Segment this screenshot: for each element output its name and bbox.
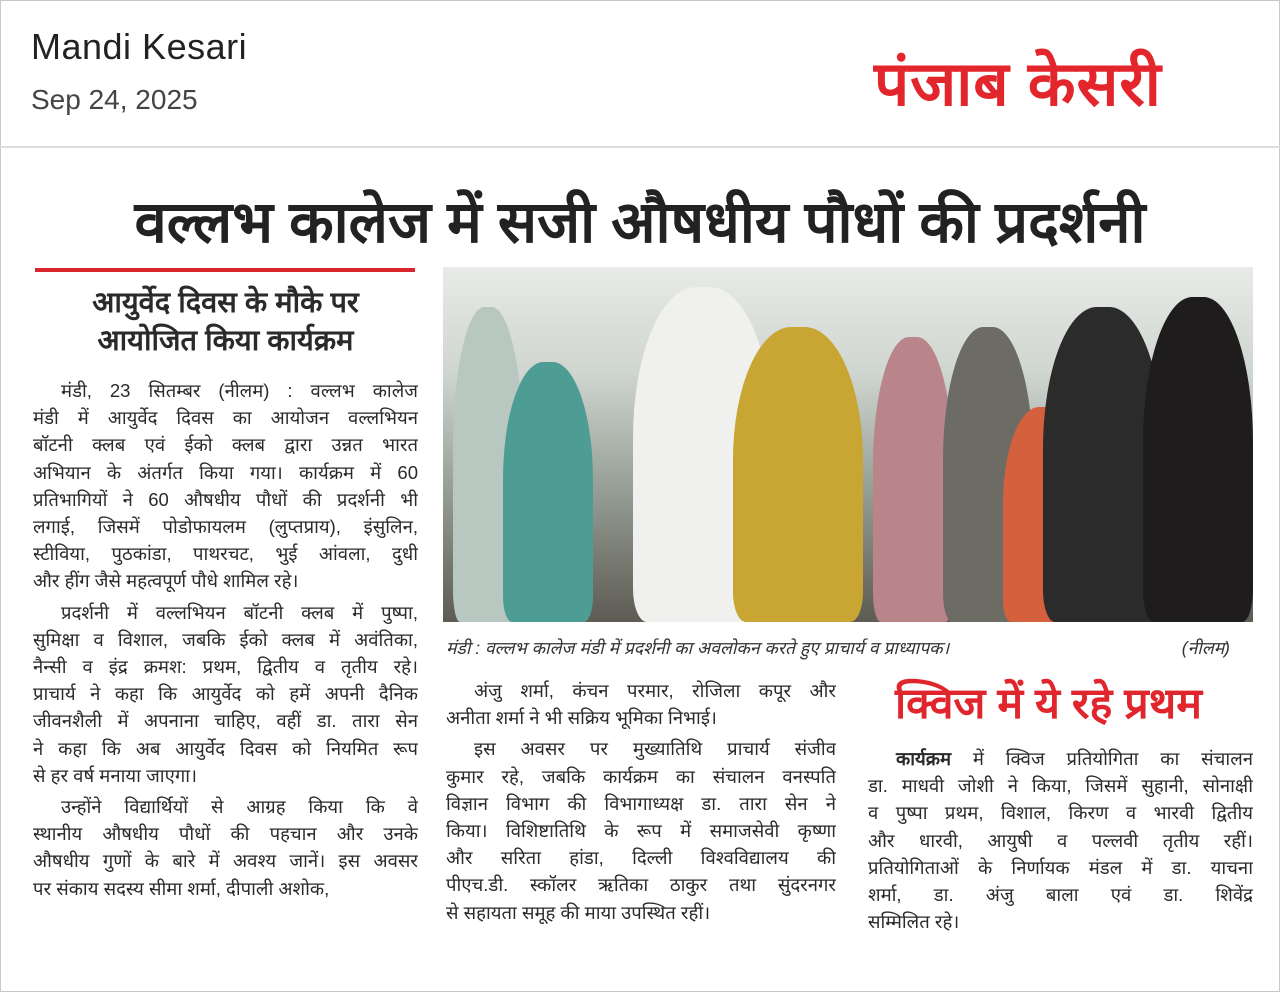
article-column-3: [868, 745, 1253, 935]
subhead-line: आयोजित किया कार्यक्रम: [97, 325, 354, 357]
text-line: अनीता शर्मा ने भी सक्रिय भूमिका निभाई।: [446, 707, 717, 729]
newspaper-logo: पंजाब केसरी: [874, 50, 1162, 119]
publish-date: Sep 24, 2025: [31, 84, 198, 115]
text-line: और सरिता हांडा, दिल्ली विश्वविद्यालय की: [446, 847, 836, 869]
photo-caption: [446, 636, 1256, 660]
article-photo: [443, 267, 1253, 622]
text-line: ने कहा कि अब आयुर्वेद दिवस को नियमित रूप: [33, 737, 418, 759]
text-line: अंजु शर्मा, कंचन परमार, रोजिला कपूर और: [474, 680, 836, 701]
subhead-rule: [35, 268, 415, 272]
quiz-heading: क्विज में ये रहे प्रथम: [895, 680, 1202, 728]
text-line: से सहायता समूह की माया उपस्थित रहीं।: [446, 901, 711, 923]
caption-text: मंडी : वल्लभ कालेज मंडी में प्रदर्शनी का अवलोकन करते हुए प्राचार्य व प्राध्यापक।: [446, 638, 950, 658]
article-subhead: [33, 284, 418, 360]
text-line: सम्मिलित रहे।: [868, 911, 960, 933]
text-span: में क्विज प्रतियोगिता का संचालन: [972, 748, 1253, 769]
header-divider: [0, 146, 1280, 148]
text-line: और हींग जैसे महत्वपूर्ण पौधे शामिल रहे।: [33, 570, 299, 592]
text-line: [868, 745, 1253, 772]
text-line: बॉटनी क्लब एवं ईको क्लब द्वारा उन्नत भारत: [33, 434, 418, 456]
text-line: स्टीविया, पुठकांडा, पाथरचट, भुई आंवला, दुधी: [33, 543, 418, 565]
text-line: कुमार रहे, जबकि कार्यक्रम का संचालन वनस्पति: [446, 765, 836, 787]
text-line: प्राचार्य ने कहा कि आयुर्वेद को हमें अपनी दैनिक: [33, 683, 418, 705]
text-line: सुमिक्षा व विशाल, जबकि ईको क्लब में अवंतिका,: [33, 628, 418, 650]
subhead-line: आयुर्वेद दिवस के मौके पर: [92, 287, 359, 319]
text-line: मंडी, 23 सितम्बर (नीलम) : वल्लभ कालेज: [61, 380, 418, 401]
text-line: जीवनशैली में अपनाना चाहिए, वहीं डा. तारा सेन: [33, 710, 418, 732]
quiz-lead-word: कार्यक्रम: [896, 748, 952, 769]
text-line: विज्ञान विभाग की विभागाध्यक्ष डा. तारा सेन ने: [446, 792, 836, 814]
text-line: औषधीय गुणों के बारे में अवश्य जानें। इस अवसर: [33, 850, 418, 872]
text-line: और धारवी, आयुषी व पल्लवी तृतीय रहीं।: [868, 829, 1253, 851]
text-line: इस अवसर पर मुख्यातिथि प्राचार्य संजीव: [474, 738, 836, 760]
article-column-2: [446, 677, 836, 926]
text-line: प्रतिभागियों ने 60 औषधीय पौधों की प्रदर्शनी भी: [33, 488, 418, 510]
article-column-1: [33, 377, 418, 902]
photo-credit: (नीलम): [1181, 638, 1230, 658]
text-line: प्रदर्शनी में वल्लभियन बॉटनी क्लब में पुष्पा,: [61, 601, 418, 623]
text-line: प्रतियोगिताओं के निर्णायक मंडल में डा. याचना: [868, 856, 1253, 878]
text-line: उन्होंने विद्यार्थियों से आग्रह किया कि वे: [61, 796, 418, 818]
text-line: स्थानीय औषधीय पौधों की पहचान और उनके: [33, 823, 418, 845]
text-line: मंडी में आयुर्वेद दिवस का आयोजन वल्लभियन: [33, 407, 418, 429]
source-name: Mandi Kesari: [31, 26, 248, 67]
text-line: नैन्सी व इंद्र क्रमश: प्रथम, द्वितीय व तृतीय रहे।: [33, 656, 418, 678]
text-line: लगाई, जिसमें पोडोफायलम (लुप्तप्राय), इंसुलिन,: [33, 516, 418, 538]
text-line: किया। विशिष्टातिथि के रूप में समाजसेवी कृष्णा: [446, 820, 836, 842]
text-line: पीएच.डी. स्कॉलर ऋतिका ठाकुर तथा सुंदरनगर: [446, 874, 836, 896]
text-line: पर संकाय सदस्य सीमा शर्मा, दीपाली अशोक,: [33, 877, 330, 899]
text-line: व पुष्पा प्रथम, विशाल, किरण व भारवी द्वितीय: [868, 802, 1253, 824]
text-line: अभियान के अंतर्गत किया गया। कार्यक्रम में 60: [33, 461, 418, 483]
text-line: शर्मा, डा. अंजु बाला एवं डा. शिवेंद्र: [868, 884, 1253, 906]
text-line: डा. माधवी जोशी ने किया, जिसमें सुहानी, सोनाक्षी: [868, 775, 1253, 797]
text-line: से हर वर्ष मनाया जाएगा।: [33, 764, 198, 786]
article-headline: वल्लभ कालेज में सजी औषधीय पौधों की प्रदर्शनी: [134, 190, 1146, 255]
